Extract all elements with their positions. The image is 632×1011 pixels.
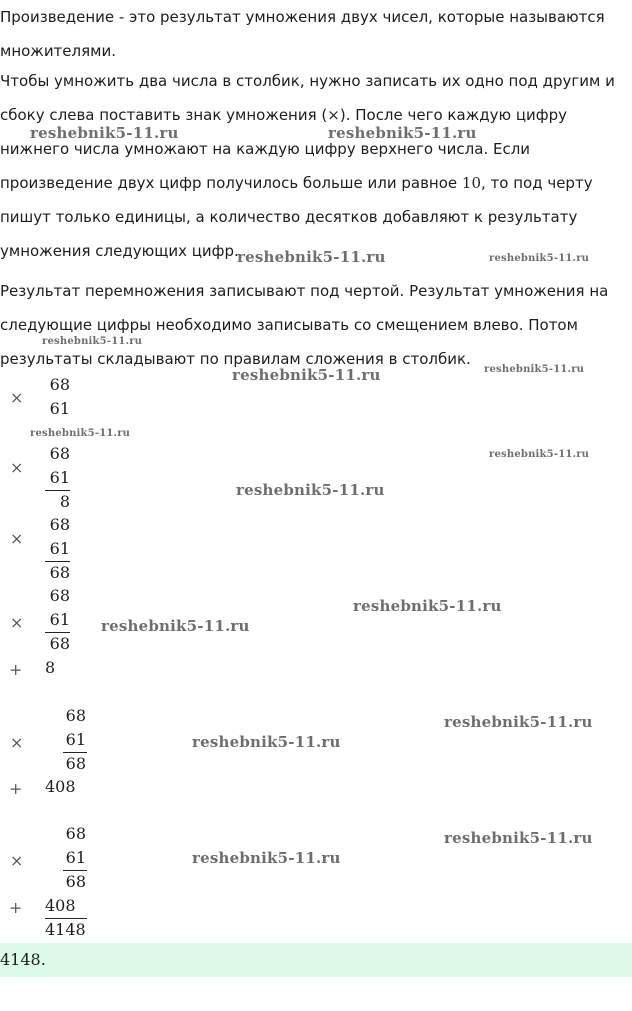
- answer-text: 4148.: [0, 950, 46, 969]
- text-line: умножения следующих цифр.: [0, 242, 239, 260]
- multiplicand: 68: [65, 824, 86, 843]
- times-sign: ×: [327, 106, 340, 124]
- partial-result: 68: [49, 634, 70, 653]
- times-sign: ×: [10, 388, 24, 407]
- number-ten: 10: [461, 174, 481, 192]
- times-sign: ×: [10, 458, 24, 477]
- watermark: reshebnik5-11.ru: [101, 617, 250, 635]
- multiplicand: 68: [49, 515, 70, 534]
- text-line: множителями.: [0, 42, 116, 60]
- partial-product: 408: [45, 896, 76, 915]
- sum-underline: [45, 918, 87, 919]
- text-line: нижнего числа умножают на каждую цифру верхнего числа. Если: [0, 140, 531, 158]
- watermark: reshebnik5-11.ru: [484, 364, 585, 375]
- text-line: Произведение - это результат умножения двух чисел, которые называются: [0, 8, 605, 26]
- watermark: reshebnik5-11.ru: [42, 336, 143, 347]
- times-sign: ×: [10, 733, 24, 752]
- times-sign: ×: [10, 613, 24, 632]
- underline: [45, 561, 70, 562]
- times-sign: ×: [10, 851, 24, 870]
- multiplicand: 68: [49, 444, 70, 463]
- multiplier: 61: [49, 468, 70, 487]
- partial-result: 68: [65, 754, 86, 773]
- watermark: reshebnik5-11.ru: [489, 449, 590, 460]
- final-sum: 4148: [45, 920, 86, 939]
- text-line: пишут только единицы, а количество десятков добавляют к результату: [0, 208, 578, 226]
- result-paragraph: [0, 274, 630, 376]
- partial-product: 8: [45, 658, 56, 677]
- watermark: reshebnik5-11.ru: [444, 713, 593, 731]
- watermark: reshebnik5-11.ru: [444, 829, 593, 847]
- multiplier: 61: [65, 848, 86, 867]
- multiplier: 61: [49, 610, 70, 629]
- watermark: reshebnik5-11.ru: [489, 253, 590, 264]
- plus-sign: +: [9, 779, 23, 798]
- underline: [45, 490, 70, 491]
- multiplier: 61: [49, 399, 70, 418]
- multiplicand: 68: [49, 586, 70, 605]
- text-line: Чтобы умножить два числа в столбик, нужно записать их одно под другим и: [0, 72, 615, 90]
- multiplicand: 68: [49, 375, 70, 394]
- text-line: сбоку слева поставить знак умножения (×). После чего каждую цифру: [0, 106, 568, 124]
- underline: [63, 752, 87, 753]
- partial-result: 68: [49, 563, 70, 582]
- plus-sign: +: [9, 898, 23, 917]
- text-line: следующие цифры необходимо записывать со смещением влево. Потом: [0, 316, 578, 334]
- watermark: reshebnik5-11.ru: [353, 597, 502, 615]
- watermark: reshebnik5-11.ru: [192, 733, 341, 751]
- answer-box: [0, 943, 632, 977]
- partial-result: 68: [65, 872, 86, 891]
- watermark: reshebnik5-11.ru: [232, 366, 381, 384]
- text-line: Результат перемножения записывают под чертой. Результат умножения на: [0, 282, 609, 300]
- partial-product: 408: [45, 777, 76, 796]
- watermark: reshebnik5-11.ru: [237, 248, 386, 266]
- multiplier: 61: [65, 730, 86, 749]
- partial-result: 8: [59, 492, 70, 511]
- text-line: произведение двух цифр получилось больше или равное 10, то под черту: [0, 174, 593, 192]
- watermark: reshebnik5-11.ru: [30, 428, 131, 439]
- method-paragraph: [0, 64, 630, 268]
- times-sign: ×: [10, 529, 24, 548]
- underline: [45, 632, 70, 633]
- multiplicand: 68: [65, 706, 86, 725]
- watermark: reshebnik5-11.ru: [328, 124, 477, 142]
- underline: [63, 870, 87, 871]
- intro-paragraph: [0, 0, 630, 68]
- watermark: reshebnik5-11.ru: [236, 481, 385, 499]
- watermark: reshebnik5-11.ru: [192, 849, 341, 867]
- plus-sign: +: [9, 660, 23, 679]
- watermark: reshebnik5-11.ru: [30, 124, 179, 142]
- multiplier: 61: [49, 539, 70, 558]
- text-line: результаты складывают по правилам сложения в столбик.: [0, 350, 471, 368]
